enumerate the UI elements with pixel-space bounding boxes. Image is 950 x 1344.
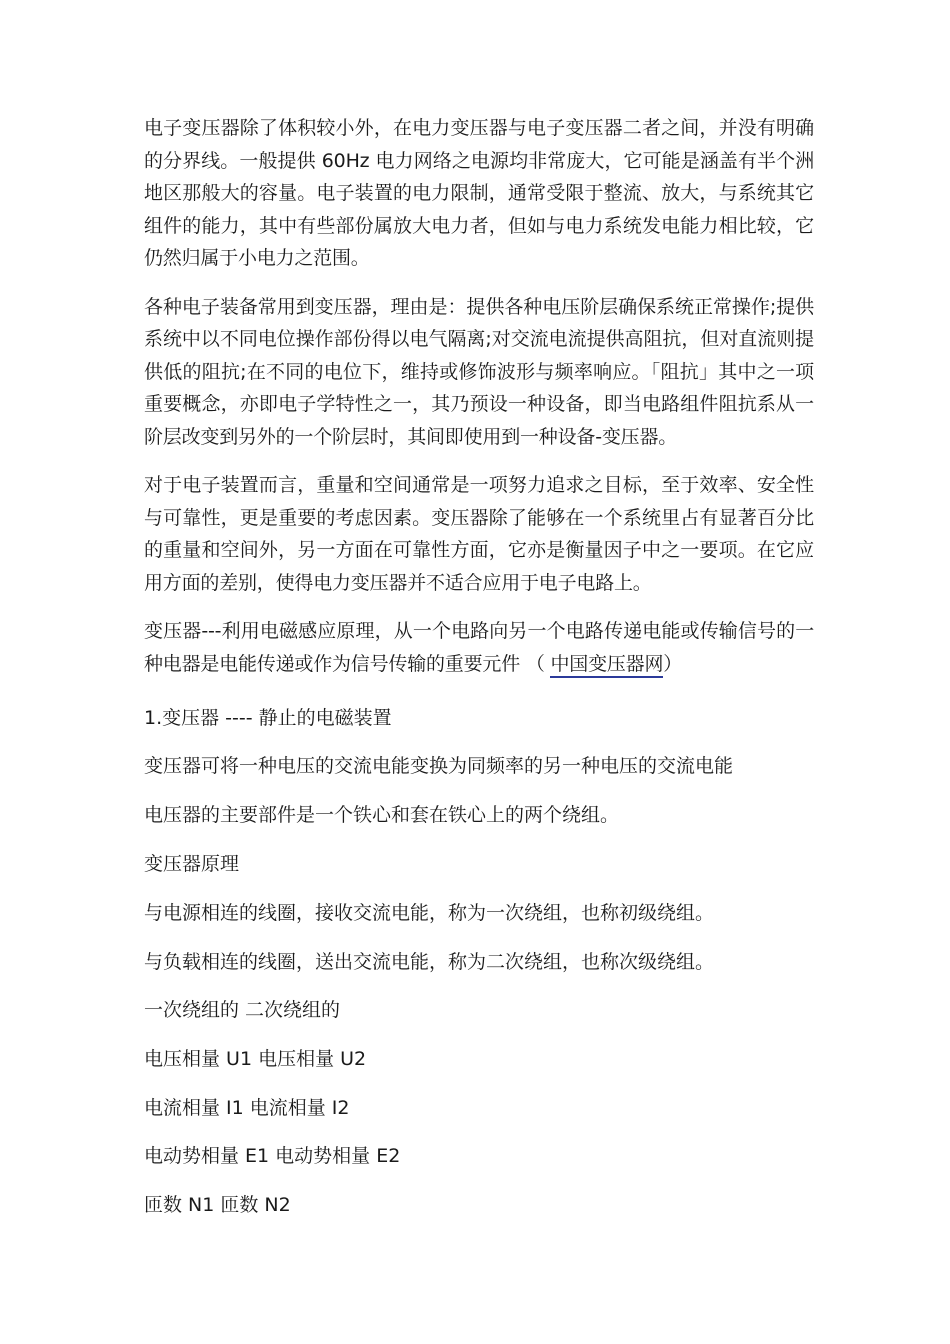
paragraph-3: 对于电子装置而言，重量和空间通常是一项努力追求之目标，至于效率、安全性与可靠性，更是重要的考虑因素。变压器除了能够在一个系统里占有显著百分比的重量和空间外，另一方面在可靠性方面，它亦是衡量因子中之一要项。在它应用方面的差别，使得电力变压器并不适合应用于电子电路上。 — [144, 474, 814, 594]
line-2: 变压器可将一种电压的交流电能变换为同频率的另一种电压的交流电能 — [144, 755, 734, 777]
line-1: 1.变压器 ---- 静止的电磁装置 — [144, 707, 392, 729]
line-3: 电压器的主要部件是一个铁心和套在铁心上的两个绕组。 — [144, 804, 620, 826]
line-9: 电流相量 I1 电流相量 I2 — [144, 1097, 350, 1119]
paragraph-1: 电子变压器除了体积较小外，在电力变压器与电子变压器二者之间，并没有明确的分界线。一般提供 60Hz 电力网络之电源均非常庞大，它可能是涵盖有半个洲地区那般大的容量。电子装置的电力限制，通常受限于整流、放大，与系统其它组件的能力，其中有些部份属放大电力者，但如与电力系统发电能力相比较，它仍然归属于小电力之范围。 — [144, 117, 814, 269]
paragraph-4-tail: ） — [663, 652, 683, 675]
line-11: 匝数 N1 匝数 N2 — [144, 1194, 291, 1216]
line-4: 变压器原理 — [144, 853, 240, 875]
line-7: 一次绕组的 二次绕组的 — [144, 999, 341, 1021]
paragraph-4 — [144, 615, 814, 680]
document-body — [144, 112, 814, 680]
line-6: 与负载相连的线圈，送出交流电能，称为二次绕组，也称次级绕组。 — [144, 951, 715, 973]
line-5: 与电源相连的线圈，接收交流电能，称为一次绕组，也称初级绕组。 — [144, 902, 715, 924]
line-10: 电动势相量 E1 电动势相量 E2 — [144, 1145, 401, 1167]
line-8: 电压相量 U1 电压相量 U2 — [144, 1048, 367, 1070]
paragraph-2: 各种电子装备常用到变压器，理由是：提供各种电压阶层确保系统正常操作;提供系统中以不同电位操作部份得以电气隔离;对交流电流提供高阻抗，但对直流则提供低的阻抗;在不同的电位下，维持或修饰波形与频率响应。「阻抗」其中之一项重要概念，亦即电子学特性之一，其乃预设一种设备，即当电路组件阻抗系从一阶层改变到另外的一个阶层时，其间即使用到一种设备-变压器。 — [144, 295, 814, 448]
paragraph-4-text: 变压器---利用电磁感应原理，从一个电路向另一个电路传递电能或传输信号的一种电器是电能传递或作为信号传输的重要元件 （ — [144, 620, 814, 675]
link-china-transformer-net[interactable]: 中国变压器网 — [550, 653, 663, 678]
